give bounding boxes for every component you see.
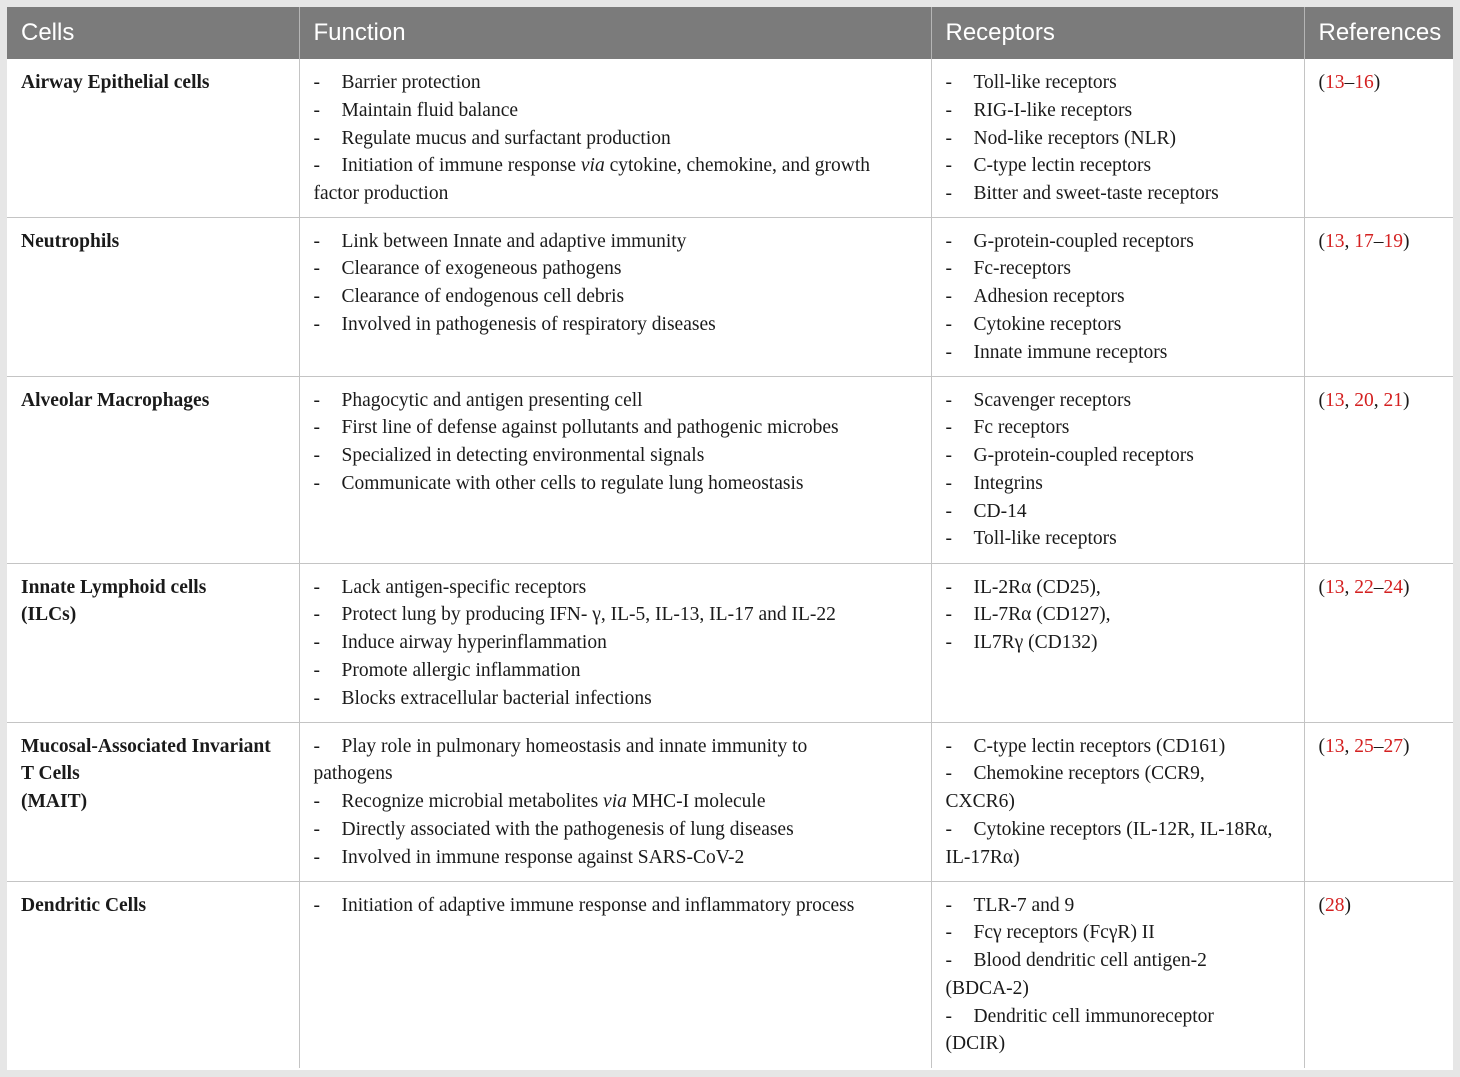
- function-text: First line of defense against pollutants and pathogenic microbes: [341, 417, 839, 439]
- reference-punct: ): [1403, 389, 1410, 411]
- function-text: via: [603, 791, 627, 813]
- receptor-item: [946, 919, 1290, 947]
- dash-marker: -: [313, 576, 320, 598]
- reference-punct: ,: [1344, 576, 1355, 598]
- function-text: Initiation of adaptive immune response and inflammatory process: [341, 894, 855, 916]
- dash-marker: -: [313, 632, 320, 654]
- dash-marker: -: [945, 500, 952, 522]
- reference-link[interactable]: 20: [1354, 389, 1374, 411]
- references-cell: [1304, 563, 1453, 722]
- function-item: [314, 414, 917, 442]
- reference-punct: (: [1318, 389, 1325, 411]
- receptor-text: Chemokine receptors (CCR9,: [973, 763, 1205, 785]
- receptor-text: Adhesion receptors: [973, 286, 1125, 308]
- reference-punct: (: [1318, 230, 1325, 252]
- function-item: [314, 255, 917, 283]
- receptor-item: [946, 892, 1290, 920]
- receptor-item: [946, 152, 1290, 180]
- dash-marker: -: [945, 472, 952, 494]
- receptors-cell: [931, 563, 1304, 722]
- function-item: [314, 311, 917, 339]
- function-text: Lack antigen-specific receptors: [341, 576, 587, 598]
- reference-punct: ,: [1344, 389, 1355, 411]
- dash-marker: -: [313, 472, 320, 494]
- dash-marker: -: [313, 604, 320, 626]
- receptor-text: Cytokine receptors: [973, 313, 1122, 335]
- reference-link[interactable]: 13: [1325, 735, 1345, 757]
- receptor-text: Innate immune receptors: [973, 341, 1168, 363]
- reference-punct: ): [1403, 735, 1410, 757]
- header-function: Function: [299, 7, 931, 59]
- receptor-item: [946, 498, 1290, 526]
- function-text: Communicate with other cells to regulate lung homeostasis: [341, 472, 804, 494]
- function-text: Recognize microbial metabolites: [341, 791, 604, 813]
- receptor-item: [946, 180, 1290, 208]
- function-text: Specialized in detecting environmental signals: [341, 445, 705, 467]
- dash-marker: -: [945, 286, 952, 308]
- table-row: [7, 376, 1453, 563]
- reference-link[interactable]: 24: [1383, 576, 1403, 598]
- function-item: [314, 685, 917, 713]
- reference-punct: (: [1318, 894, 1325, 916]
- reference-link[interactable]: 25: [1354, 735, 1374, 757]
- dash-marker: -: [313, 417, 320, 439]
- function-item: [314, 387, 917, 415]
- table-row: [7, 217, 1453, 376]
- cell-type: [7, 217, 299, 376]
- function-text: Induce airway hyperinflammation: [341, 632, 607, 654]
- receptor-continuation: (DCIR): [945, 1033, 1006, 1055]
- function-text: Involved in pathogenesis of respiratory diseases: [341, 313, 716, 335]
- receptor-text: Bitter and sweet-taste receptors: [973, 183, 1219, 205]
- table-container: [7, 7, 1453, 1070]
- receptor-continuation: (BDCA-2): [945, 977, 1029, 999]
- dash-marker: -: [945, 950, 952, 972]
- reference-punct: –: [1373, 576, 1384, 598]
- receptor-text: Cytokine receptors (IL-12R, IL-18Rα,: [973, 818, 1273, 840]
- dash-marker: -: [945, 389, 952, 411]
- cell-type: [7, 59, 299, 217]
- references-cell: [1304, 376, 1453, 563]
- function-item: [314, 816, 917, 844]
- dash-marker: -: [945, 183, 952, 205]
- receptor-item: [946, 125, 1290, 153]
- reference-punct: (: [1318, 735, 1325, 757]
- receptor-text: IL-2Rα (CD25),: [973, 576, 1101, 598]
- reference-punct: (: [1318, 72, 1325, 93]
- receptor-text: G-protein-coupled receptors: [973, 445, 1194, 467]
- receptor-item: [946, 760, 1290, 788]
- function-text: Protect lung by producing IFN- γ, IL-5, IL-13, IL-17 and IL-22: [341, 604, 836, 626]
- function-item: [314, 470, 917, 498]
- function-cell: [299, 59, 931, 217]
- function-text: Clearance of endogenous cell debris: [341, 286, 625, 308]
- function-text: Initiation of immune response: [341, 155, 581, 177]
- header-references: References: [1304, 7, 1453, 59]
- receptor-text: Toll-like receptors: [973, 528, 1117, 550]
- receptor-text: Fc-receptors: [973, 258, 1071, 280]
- dash-marker: -: [945, 99, 952, 121]
- receptor-item: [946, 283, 1290, 311]
- receptor-text: Toll-like receptors: [973, 72, 1117, 93]
- dash-marker: -: [945, 604, 952, 626]
- dash-marker: -: [945, 576, 952, 598]
- function-item: [314, 601, 917, 629]
- cell-type-line: (MAIT): [21, 791, 88, 813]
- receptor-continuation: IL-17Rα): [945, 846, 1020, 868]
- reference-link[interactable]: 13: [1325, 576, 1345, 598]
- reference-link[interactable]: 13: [1325, 72, 1345, 93]
- dash-marker: -: [313, 818, 320, 840]
- dash-marker: -: [313, 258, 320, 280]
- dash-marker: -: [313, 127, 320, 149]
- dash-marker: -: [945, 72, 952, 93]
- receptor-item: [946, 228, 1290, 256]
- receptor-item: [946, 525, 1290, 553]
- receptor-text: IL-7Rα (CD127),: [973, 604, 1111, 626]
- receptor-item: [946, 69, 1290, 97]
- cell-type-line: Dendritic Cells: [21, 894, 147, 916]
- cell-type: [7, 881, 299, 1068]
- function-item: [314, 844, 917, 872]
- table-row: [7, 722, 1453, 881]
- dash-marker: -: [313, 286, 320, 308]
- function-text: cytokine, chemokine, and growth: [604, 155, 871, 177]
- receptor-item: [946, 601, 1290, 629]
- dash-marker: -: [313, 894, 320, 916]
- cell-type-line: Neutrophils: [21, 230, 120, 252]
- dash-marker: -: [313, 659, 320, 681]
- function-item: [314, 228, 917, 256]
- receptors-cell: [931, 376, 1304, 563]
- reference-link[interactable]: 16: [1354, 72, 1374, 93]
- receptor-item: [946, 629, 1290, 657]
- function-text: Blocks extracellular bacterial infections: [341, 687, 652, 709]
- dash-marker: -: [945, 417, 952, 439]
- reference-punct: ,: [1344, 230, 1355, 252]
- reference-link[interactable]: 28: [1325, 894, 1345, 916]
- receptor-item: [946, 97, 1290, 125]
- function-text: Involved in immune response against SARS-CoV-2: [341, 846, 745, 868]
- reference-punct: –: [1373, 230, 1384, 252]
- table-row: [7, 563, 1453, 722]
- function-cell: [299, 881, 931, 1068]
- function-text: Clearance of exogeneous pathogens: [341, 258, 622, 280]
- cell-type-line: Innate Lymphoid cells: [21, 576, 207, 598]
- receptor-item: [946, 387, 1290, 415]
- receptor-item: [946, 470, 1290, 498]
- receptor-item: [946, 442, 1290, 470]
- receptor-item: [946, 1003, 1290, 1031]
- dash-marker: -: [945, 528, 952, 550]
- function-cell: [299, 376, 931, 563]
- reference-punct: ): [1403, 230, 1410, 252]
- table-row: [7, 881, 1453, 1068]
- receptors-cell: [931, 217, 1304, 376]
- function-item: [314, 892, 917, 920]
- function-item: [314, 733, 917, 761]
- reference-link[interactable]: 13: [1325, 389, 1345, 411]
- function-item: [314, 283, 917, 311]
- function-text: MHC-I molecule: [626, 791, 766, 813]
- dash-marker: -: [945, 127, 952, 149]
- references-cell: [1304, 722, 1453, 881]
- receptor-text: Scavenger receptors: [973, 389, 1132, 411]
- cells-table: [7, 7, 1453, 1068]
- reference-punct: ,: [1373, 389, 1384, 411]
- dash-marker: -: [313, 846, 320, 868]
- dash-marker: -: [313, 389, 320, 411]
- function-text: Maintain fluid balance: [341, 99, 519, 121]
- function-continuation: pathogens: [313, 763, 393, 785]
- cell-type-line: Alveolar Macrophages: [21, 389, 210, 411]
- function-text: Link between Innate and adaptive immunity: [341, 230, 687, 252]
- receptor-item: [946, 311, 1290, 339]
- function-item: [314, 97, 917, 125]
- dash-marker: -: [313, 230, 320, 252]
- receptor-text: Nod-like receptors (NLR): [973, 127, 1177, 149]
- dash-marker: -: [945, 341, 952, 363]
- function-text: Barrier protection: [341, 72, 481, 93]
- dash-marker: -: [945, 763, 952, 785]
- references-cell: [1304, 217, 1453, 376]
- receptor-item: [946, 733, 1290, 761]
- header-cells: Cells: [7, 7, 299, 59]
- reference-punct: ): [1403, 576, 1410, 598]
- receptor-text: TLR-7 and 9: [973, 894, 1075, 916]
- reference-punct: ): [1373, 72, 1381, 93]
- dash-marker: -: [945, 258, 952, 280]
- dash-marker: -: [313, 735, 320, 757]
- function-item: [314, 629, 917, 657]
- header-row: [7, 7, 1453, 59]
- function-item: [314, 125, 917, 153]
- receptor-text: Blood dendritic cell antigen-2: [973, 950, 1207, 972]
- receptor-text: CD-14: [973, 500, 1027, 522]
- receptors-cell: [931, 722, 1304, 881]
- dash-marker: -: [313, 155, 320, 177]
- receptor-item: [946, 255, 1290, 283]
- receptors-cell: [931, 881, 1304, 1068]
- function-cell: [299, 722, 931, 881]
- function-text: Play role in pulmonary homeostasis and innate immunity to: [341, 735, 808, 757]
- reference-link[interactable]: 21: [1383, 389, 1403, 411]
- function-text: Directly associated with the pathogenesis of lung diseases: [341, 818, 794, 840]
- dash-marker: -: [313, 99, 320, 121]
- dash-marker: -: [313, 313, 320, 335]
- cell-type-line: Mucosal-Associated Invariant: [21, 735, 271, 757]
- dash-marker: -: [945, 230, 952, 252]
- references-cell: [1304, 881, 1453, 1068]
- reference-punct: –: [1373, 735, 1384, 757]
- receptor-item: [946, 947, 1290, 975]
- reference-link[interactable]: 22: [1354, 576, 1374, 598]
- reference-link[interactable]: 27: [1383, 735, 1403, 757]
- dash-marker: -: [945, 632, 952, 654]
- cell-type: [7, 376, 299, 563]
- function-text: Phagocytic and antigen presenting cell: [341, 389, 643, 411]
- function-text: via: [580, 155, 605, 177]
- reference-link[interactable]: 17: [1354, 230, 1374, 252]
- reference-link[interactable]: 13: [1325, 230, 1345, 252]
- function-item: [314, 69, 917, 97]
- function-cell: [299, 217, 931, 376]
- cell-type-line: T Cells: [21, 763, 80, 785]
- receptor-text: G-protein-coupled receptors: [973, 230, 1194, 252]
- receptor-text: IL7Rγ (CD132): [973, 632, 1098, 654]
- function-cell: [299, 563, 931, 722]
- receptor-text: Fc receptors: [973, 417, 1070, 439]
- dash-marker: -: [945, 922, 952, 944]
- table-body: [7, 59, 1453, 1068]
- receptor-text: Integrins: [973, 472, 1043, 494]
- dash-marker: -: [313, 687, 320, 709]
- cell-type-line: (ILCs): [21, 604, 77, 626]
- receptor-text: Fcγ receptors (FcγR) II: [973, 922, 1155, 944]
- reference-punct: ,: [1344, 735, 1355, 757]
- receptor-item: [946, 414, 1290, 442]
- dash-marker: -: [313, 791, 320, 813]
- reference-link[interactable]: 19: [1383, 230, 1403, 252]
- cell-type-line: Airway Epithelial cells: [21, 72, 210, 93]
- receptor-continuation: CXCR6): [945, 791, 1015, 813]
- table-row: [7, 59, 1453, 217]
- receptor-item: [946, 574, 1290, 602]
- receptor-text: C-type lectin receptors: [973, 155, 1152, 177]
- function-item: [314, 788, 917, 816]
- dash-marker: -: [945, 445, 952, 467]
- receptor-item: [946, 816, 1290, 844]
- header-receptors: Receptors: [931, 7, 1304, 59]
- receptor-text: C-type lectin receptors (CD161): [973, 735, 1226, 757]
- cell-type: [7, 563, 299, 722]
- function-continuation: factor production: [313, 183, 449, 205]
- function-item: [314, 657, 917, 685]
- function-item: [314, 442, 917, 470]
- dash-marker: -: [945, 894, 952, 916]
- function-text: Promote allergic inflammation: [341, 659, 581, 681]
- reference-punct: (: [1318, 576, 1325, 598]
- dash-marker: -: [945, 1005, 952, 1027]
- receptor-item: [946, 339, 1290, 367]
- dash-marker: -: [945, 313, 952, 335]
- references-cell: [1304, 59, 1453, 217]
- dash-marker: -: [313, 72, 320, 93]
- dash-marker: -: [945, 155, 952, 177]
- receptor-text: RIG-I-like receptors: [973, 99, 1133, 121]
- dash-marker: -: [945, 818, 952, 840]
- receptors-cell: [931, 59, 1304, 217]
- cell-type: [7, 722, 299, 881]
- reference-punct: –: [1344, 72, 1355, 93]
- reference-punct: ): [1344, 894, 1351, 916]
- dash-marker: -: [945, 735, 952, 757]
- function-item: [314, 574, 917, 602]
- function-text: Regulate mucus and surfactant production: [341, 127, 671, 149]
- receptor-text: Dendritic cell immunoreceptor: [973, 1005, 1214, 1027]
- dash-marker: -: [313, 445, 320, 467]
- function-item: [314, 152, 917, 180]
